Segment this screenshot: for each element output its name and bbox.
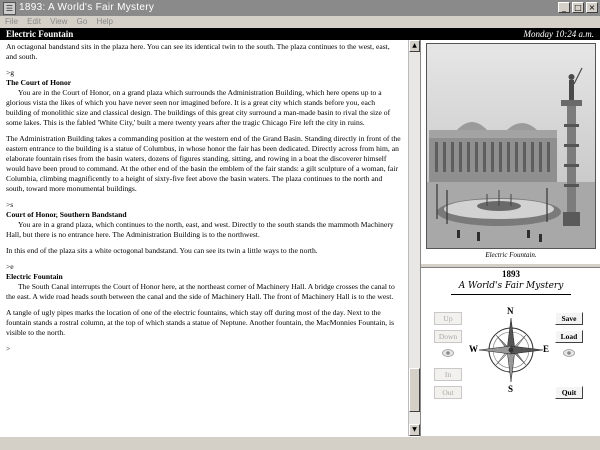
menu-file[interactable]: File — [5, 17, 18, 26]
command-prompt: >s — [6, 200, 14, 209]
examine-icon[interactable] — [563, 349, 575, 357]
scroll-thumb[interactable] — [409, 368, 420, 412]
menu-go[interactable]: Go — [76, 17, 88, 26]
save-button[interactable]: Save — [555, 312, 583, 325]
menu-bar — [0, 16, 600, 28]
vertical-scrollbar[interactable] — [408, 40, 420, 436]
scroll-down-icon[interactable]: ▼ — [409, 424, 420, 436]
up-button[interactable]: Up — [434, 312, 462, 325]
load-button[interactable]: Load — [555, 330, 583, 343]
logo-subtitle: A World's Fair Mystery — [458, 281, 564, 291]
close-icon[interactable]: × — [586, 2, 598, 13]
current-location: Electric Fountain — [6, 29, 74, 39]
menu-help[interactable]: Help — [96, 17, 113, 26]
horizontal-scrollbar[interactable] — [0, 436, 420, 450]
compass-rose[interactable] — [469, 306, 550, 396]
down-button[interactable]: Down — [434, 330, 462, 343]
compass-east[interactable]: E — [543, 344, 550, 354]
look-icon[interactable] — [442, 349, 454, 357]
window-controls — [558, 2, 598, 13]
right-panel — [420, 40, 600, 436]
transcript-text: You are in the Court of Honor, on a grand plaza which surrounds the Administration Building, which here opens up to a glorious vista the likes of which you have never seen nor imagined before. It is a great city which stands before you, each building of monolithic size and classical design. The buildings of this great city surround a man-made basin to rival the size of some lakes. This is the fabled 'White City,' built a mere twenty years after the tragic Chicago Fire left the city in ruins. — [6, 88, 391, 127]
logo-year: 1893 — [502, 269, 520, 279]
command-prompt: >g — [6, 68, 15, 77]
compass-north[interactable]: N — [507, 306, 514, 316]
fountain-photo-image — [427, 44, 595, 248]
menu-edit[interactable]: Edit — [27, 17, 41, 26]
logo-rule — [451, 294, 571, 295]
transcript-text: An octagonal bandstand sits in the plaza here. You can see its identical twin to the south. The plaza continues to the west, east, and south. — [6, 42, 390, 61]
maximize-icon[interactable]: □ — [572, 2, 584, 13]
in-button[interactable]: In — [434, 368, 462, 381]
compass-south[interactable]: S — [508, 384, 514, 394]
menu-view[interactable]: View — [50, 17, 68, 26]
transcript-pane[interactable] — [0, 40, 408, 436]
quit-button[interactable]: Quit — [555, 386, 583, 399]
location-photo — [426, 43, 596, 249]
transcript-text: In this end of the plaza sits a white octogonal bandstand. You can see its twin a little ways to the north. — [6, 246, 318, 255]
input-prompt[interactable]: > — [6, 344, 11, 353]
window-title: 1893: A World's Fair Mystery — [19, 2, 155, 13]
bottom-frame — [420, 436, 600, 450]
transcript-text: You are in a grand plaza, which continues to the north, east, and west. Directly to the south stands the mammoth Machinery Hall, but there is no entrance here. The Administration Building is to the northwest. — [6, 220, 394, 239]
scroll-up-icon[interactable]: ▲ — [409, 40, 420, 52]
game-time: Monday 10:24 a.m. — [523, 29, 594, 39]
out-button[interactable]: Out — [434, 386, 462, 399]
room-title: Court of Honor, Southern Bandstand — [6, 210, 127, 219]
status-bar — [0, 28, 600, 40]
compass-west[interactable]: W — [469, 344, 478, 354]
app-icon[interactable]: ☰ — [3, 2, 16, 15]
room-title: The Court of Honor — [6, 78, 72, 87]
minimize-icon[interactable]: _ — [558, 2, 570, 13]
room-title: Electric Fountain — [6, 272, 63, 281]
transcript-text: A tangle of ugly pipes marks the location of one of the electric fountains, which stay off during most of the day. Next to the fountain stands a rostral column, at the top of which stands a statue of Neptune. Another fountain, the MacMonnies Fountain, is visible to the north. — [6, 308, 395, 337]
transcript-text: The South Canal interrupts the Court of Honor here, at the northeast corner of Machinery Hall. A bridge crosses the canal to the east. A wide road heads south between the canal and the side of Machinery Hall. The front of Machinery Hall is to the west. — [6, 282, 395, 301]
photo-caption: Electric Fountain. — [485, 251, 537, 259]
command-prompt: >e — [6, 262, 14, 271]
transcript-text: The Administration Building takes a commanding position at the western end of the Grand Basin. Standing directly in front of the eastern entrance to the building is a statue of Columbus, in whose honor the fair has been dedicated. Directly across from him, an elaborate fountain rises from the basin waters, dozens of figures standing, sitting, and rowing in a boat the discoverer himself would have been proud to command. At the other end of the basin the emblem of the fair stands: a gilt sculpture of a woman, fair Columbia, climbing magnificently to a height of sixty-five feet above the basin waters. The plaza continues to the north and south, toward more monumental buildings. — [6, 134, 401, 193]
panel-divider — [421, 263, 600, 268]
title-bar — [0, 0, 600, 16]
